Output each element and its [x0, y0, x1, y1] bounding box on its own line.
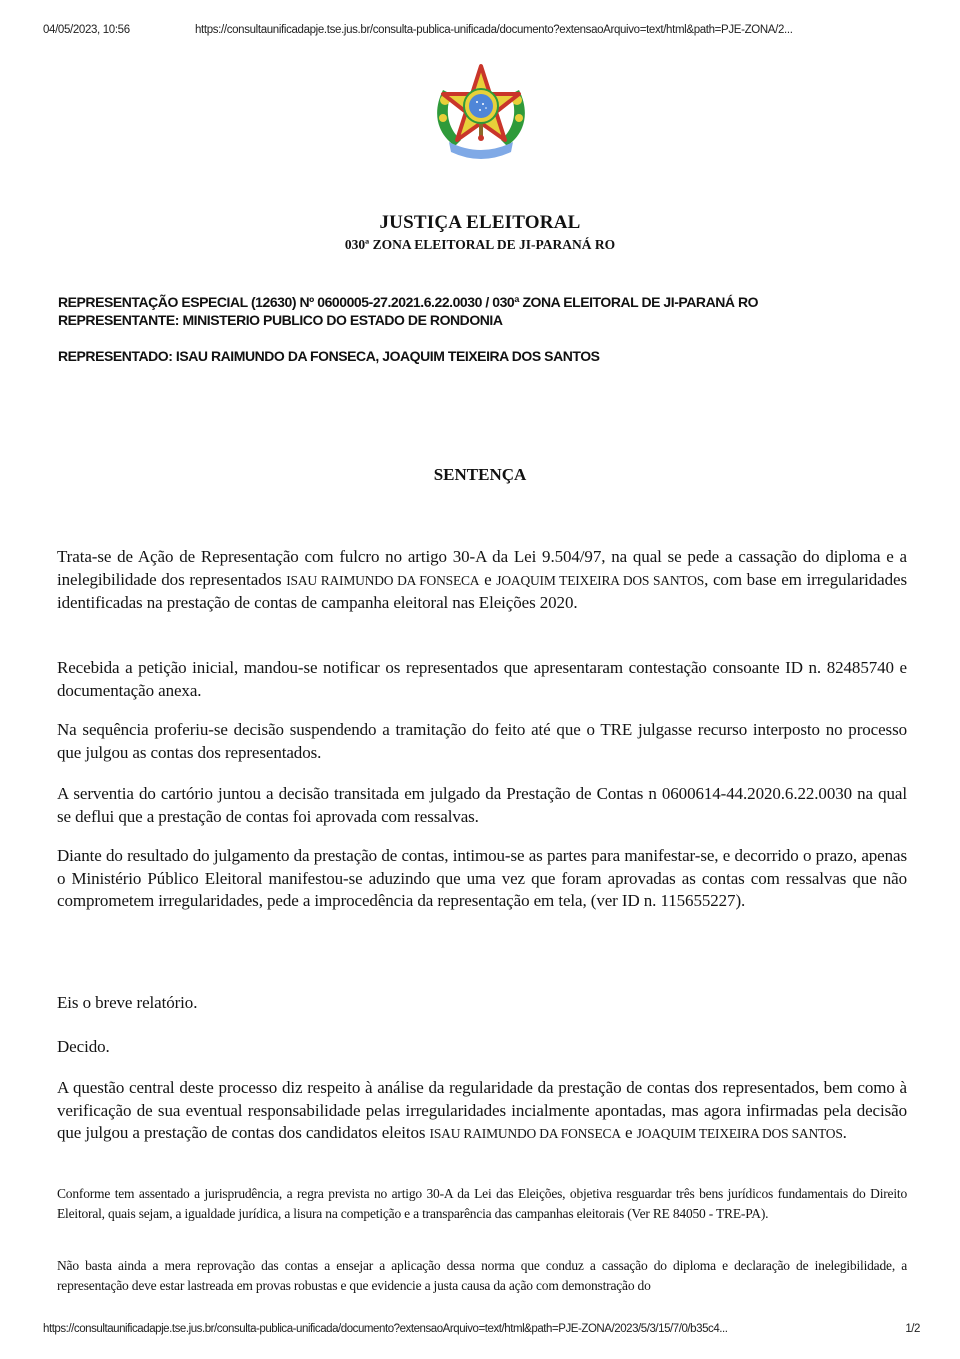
paragraph-text: , com base em irregularidades identificadas na prestação de contas de campanha eleitoral nas Eleições 2020. [57, 569, 907, 612]
defendant-name: JOAQUIM TEIXEIRA DOS SANTOS [496, 572, 705, 588]
print-header-url: https://consultaunificadapje.tse.jus.br/consulta-publica-unificada/documento?extensaoArquivo=text/html&path=PJE-ZONA/2... [195, 24, 793, 36]
paragraph-text: e [620, 1123, 637, 1142]
paragraph-text: A questão central deste processo diz respeito à análise da regularidade da prestação de contas dos representados, bem como à verificação de sua eventual responsabilidade pelas irregularidades incialmente apontadas, mas agora infirmadas pela decisão que julgou a prestação de contas dos candidatos eleitos [57, 1078, 907, 1142]
globe-icon [469, 94, 493, 118]
paragraph-prosecutor-opinion: Diante do resultado do julgamento da prestação de contas, intimou-se as partes para manifestar-se, e decorrido o prazo, apenas o Ministério Público Eleitoral manifestou-se aduzindo que uma vez que foram aprovadas as contas com ressalvas que não comprometem irregularidades, pede a improcedência da representação em tela, (ver ID n. 115655227). [57, 846, 907, 910]
paragraph-accounts-decision: A serventia do cartório juntou a decisão transitada em julgado da Prestação de Contas n 0600614-44.2020.6.22.0030 na qual se deflui que a prestação de contas foi aprovada com ressalvas. [57, 784, 907, 826]
ribbon-icon [449, 142, 513, 159]
document-title: SENTENÇA [433, 465, 527, 484]
print-datetime: 04/05/2023, 10:56 [43, 24, 130, 36]
paragraph-text: Trata-se de Ação de Representação com fulcro no artigo 30-A da Lei 9.504/97, na qual se pede a cassação do diploma e a inelegibilidade dos representados [57, 547, 907, 589]
paragraph-summary [57, 546, 907, 615]
paragraph-jurisprudence: Conforme tem assentado a jurisprudência, a regra prevista no artigo 30-A da Lei das Eleições, objetiva resguardar três bens jurídicos fundamentais do Direito Eleitoral, quais sejam, a igualdade jurídica, a lisura na competição e a transparência das campanhas eleitorais (Ver RE 84050 - TRE-PA). [57, 1186, 907, 1221]
paragraph-suspension: Na sequência proferiu-se decisão suspendendo a tramitação do feito até que o TRE julgasse recurso interposto no processo que julgou as contas dos representados. [57, 720, 907, 762]
brazil-coat-of-arms-icon [425, 60, 537, 166]
defendant-name: ISAU RAIMUNDO DA FONSECA [429, 1126, 621, 1141]
court-title: JUSTIÇA ELEITORAL [379, 212, 581, 233]
paragraph-central-question [57, 1077, 907, 1146]
court-subtitle: 030ª ZONA ELEITORAL DE JI-PARANÁ RO [344, 237, 616, 252]
case-defendants: REPRESENTADO: ISAU RAIMUNDO DA FONSECA, JOAQUIM TEIXEIRA DOS SANTOS [58, 348, 600, 364]
paragraph-robust-evidence: Não basta ainda a mera reprovação das contas a ensejar a aplicação dessa norma que conduz a cassação do diploma e declaração de inelegibilidade, a representação deve estar lastreada em provas robustas e que evidencie a justa causa da ação com demonstração do [57, 1258, 907, 1293]
paragraph-report-close: Eis o breve relatório. [57, 993, 198, 1012]
paragraph-petition: Recebida a petição inicial, mandou-se notificar os representados que apresentaram contestação consoante ID n. 82485740 e documentação anexa. [57, 658, 907, 700]
paragraph-text: e [479, 569, 497, 589]
case-number: REPRESENTAÇÃO ESPECIAL (12630) Nº 0600005-27.2021.6.22.0030 / 030ª ZONA ELEITORAL DE JI-PARANÁ RO [58, 294, 759, 310]
page-number: 1/2 [905, 1323, 920, 1335]
paragraph-decide: Decido. [57, 1037, 110, 1056]
defendant-name: ISAU RAIMUNDO DA FONSECA [286, 572, 480, 588]
print-footer-url: https://consultaunificadapje.tse.jus.br/consulta-publica-unificada/documento?extensaoArquivo=text/html&path=PJE-ZONA/2023/5/3/15/7/0/b35c4... [43, 1323, 728, 1335]
case-plaintiff: REPRESENTANTE: MINISTERIO PUBLICO DO ESTADO DE RONDONIA [58, 312, 503, 328]
defendant-name: JOAQUIM TEIXEIRA DOS SANTOS [636, 1126, 843, 1141]
paragraph-text: . [842, 1123, 847, 1142]
